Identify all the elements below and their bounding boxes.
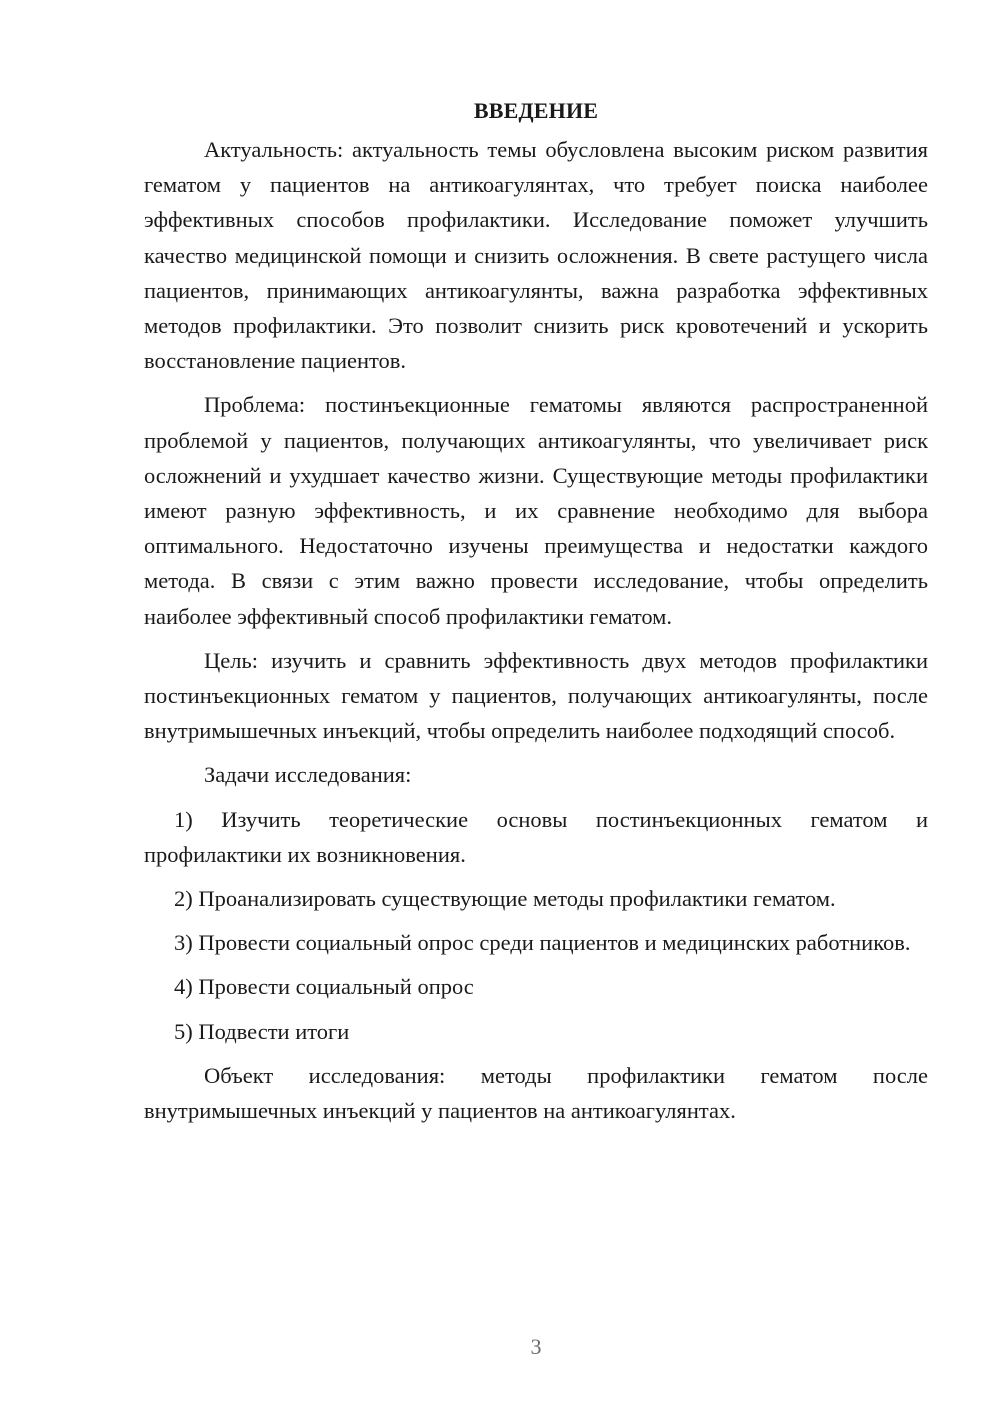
page-title: ВВЕДЕНИЕ: [473, 98, 599, 123]
task-item-5: 5) Подвести итоги: [174, 1018, 350, 1044]
task-item-1: 1) Изучить теоретические основы постинъекционных гематом и профилактики их возникновения.: [144, 806, 928, 867]
problem-paragraph: Проблема: постинъекционные гематомы являются распространенной проблемой у пациентов, получающих антикоагулянты, что увеличивает риск осложнений и ухудшает качество жизни. Существующие методы профилактики имеют разную эффективность, и их сравнение необходимо для выбора оптимального. Недостаточно изучены преимущества и недостатки каждого метода. В связи с этим важно провести исследование, чтобы определить наиболее эффективный способ профилактики гематом.: [144, 392, 928, 629]
tasks-title: Задачи исследования:: [204, 762, 412, 788]
page-number: 3: [530, 1334, 542, 1359]
object-paragraph: Объект исследования: методы профилактики гематом после внутримышечных инъекций у пациентов на антикоагулянтах.: [144, 1062, 928, 1124]
task-item-2: 2) Проанализировать существующие методы профилактики гематом.: [174, 886, 836, 912]
task-item-4: 4) Провести социальный опрос: [174, 974, 474, 1000]
task-item-3: 3) Провести социальный опрос среди пациентов и медицинских работников.: [174, 930, 911, 956]
relevance-paragraph: Актуальность: актуальность темы обусловлена высоким риском развития гематом у пациентов на антикоагулянтах, что требует поиска наиболее эффективных способов профилактики. Исследование поможет улучшить качество медицинской помощи и снизить осложнения. В свете растущего числа пациентов, принимающих антикоагулянты, важна разработка эффективных методов профилактики. Это позволит снизить риск кровотечений и ускорить восстановление пациентов.: [144, 137, 928, 374]
page-content: [144, 94, 928, 1137]
goal-paragraph: Цель: изучить и сравнить эффективность двух методов профилактики постинъекционных гематом у пациентов, получающих антикоагулянты, после внутримышечных инъекций, чтобы определить наиболее подходящий способ.: [144, 647, 928, 744]
